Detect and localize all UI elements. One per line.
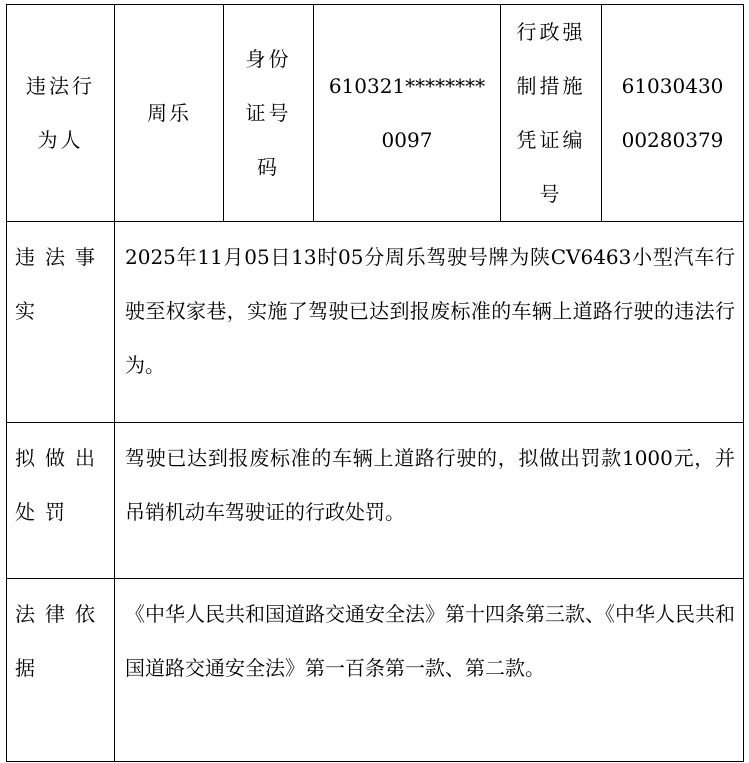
legal-basis-label-cell: [7, 579, 115, 762]
id-number-value: 610321********0097: [328, 74, 486, 152]
id-number-cell: [314, 5, 501, 222]
violation-form-table: [6, 4, 744, 762]
legal-basis-label: 法律依据: [15, 602, 105, 680]
penalty-text: 驾驶已达到报废标准的车辆上道路行驶的，拟做出罚款1000元，并吊销机动车驾驶证的行政处罚。: [125, 446, 735, 524]
offender-label: 违法行为人: [26, 74, 95, 152]
id-label-cell: [224, 5, 314, 222]
penalty-label: 拟做出处罚: [15, 446, 105, 524]
penalty-row: [7, 423, 744, 579]
cert-number-cell: [602, 5, 744, 222]
facts-row: [7, 222, 744, 423]
offender-name-cell: [115, 5, 224, 222]
offender-name: 周乐: [147, 101, 191, 125]
facts-label-cell: [7, 222, 115, 423]
offender-label-cell: [7, 5, 115, 222]
facts-label: 违法事实: [15, 245, 105, 323]
legal-basis-content-cell: [115, 579, 744, 762]
certificate-number-value: 6103043000280379: [621, 74, 724, 152]
facts-text: 2025年11月05日13时05分周乐驾驶号牌为陕CV6463小型汽车行驶至权家巷，实施了驾驶已达到报废标准的车辆上道路行驶的违法行为。: [125, 245, 735, 377]
offender-row: [7, 5, 744, 222]
penalty-content-cell: [115, 423, 744, 579]
certificate-number-label: 行政强制措施凭证编号: [516, 20, 586, 206]
penalty-label-cell: [7, 423, 115, 579]
facts-content-cell: [115, 222, 744, 423]
cert-label-cell: [501, 5, 602, 222]
id-number-label: 身份证号码: [245, 47, 292, 179]
legal-basis-row: [7, 579, 744, 762]
legal-basis-text: 《中华人民共和国道路交通安全法》第十四条第三款、《中华人民共和国道路交通安全法》第一百条第一款、第二款。: [125, 602, 735, 680]
